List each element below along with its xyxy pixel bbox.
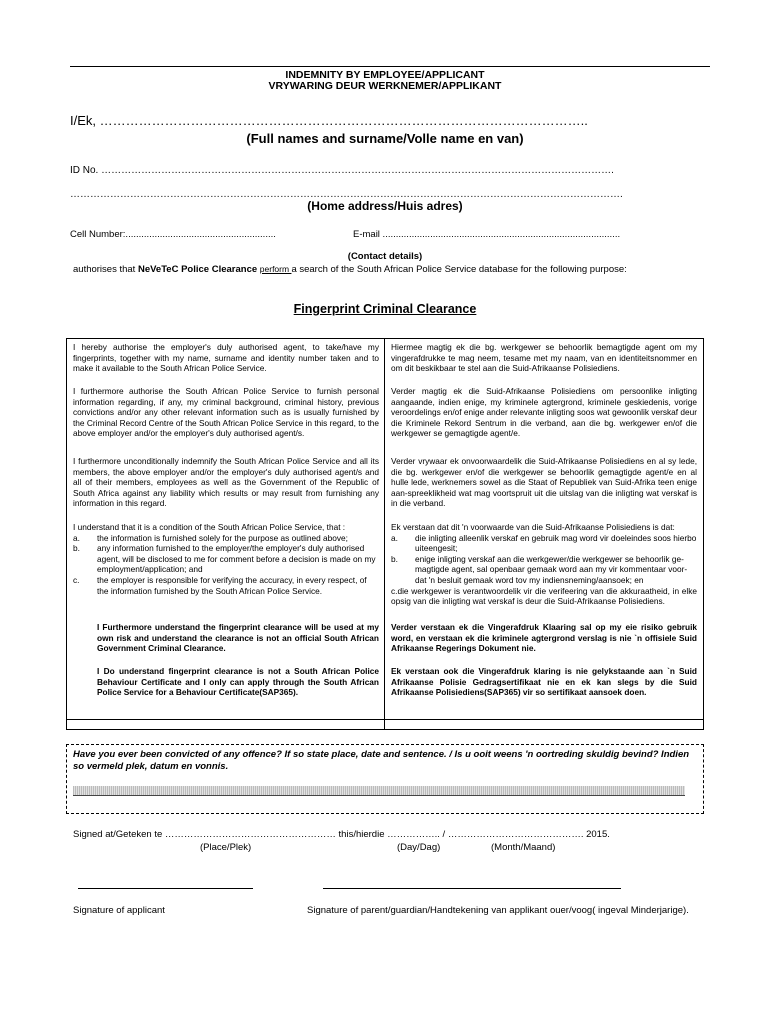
- full-name-field[interactable]: I/Ek, …………………………………………………………………………………………………..: [70, 113, 588, 128]
- table-column-divider: [384, 338, 385, 730]
- top-rule: [70, 66, 710, 67]
- en-paragraph-1: I hereby authorise the employer's duly authorised agent, to take/have my fingerprints, together with my name, surname and identity number taken and to make it available to the South African Police Service.: [73, 342, 379, 374]
- home-address-field[interactable]: ………………………………………………………………………………………………………………………………………………….: [70, 189, 623, 200]
- conviction-answer-field[interactable]: [73, 786, 685, 796]
- af-paragraph-6: Ek verstaan ook die Vingerafdruk klaring is nie gelykstaande aan `n Suid Afrikaanse Polisie Gedragsertifikaat nie en ek kan slegs by die Suid Afrikaanse Polisiediens(SAP365) vir so sertifikaat aansoek doen.: [391, 666, 697, 698]
- applicant-signature-line[interactable]: [78, 888, 253, 889]
- af-conditions-intro: Ek verstaan dat dit 'n voorwaarde van die Suid-Afrikaanse Polisiediens is dat:: [391, 522, 675, 532]
- document-title-af: VRYWARING DEUR WERKNEMER/APPLIKANT: [268, 80, 502, 92]
- en-paragraph-6: I Do understand fingerprint clearance is not a South African Police Behaviour Certificate and I only can apply through the South African Police Service for a Behaviour Certificate(SAP365).: [97, 666, 379, 698]
- perform-word: perform: [259, 264, 292, 274]
- signed-at-line[interactable]: Signed at/Geteken te ……………………………………………… this/hierdie …………….. / ……………………………………. 2015.: [73, 829, 610, 840]
- document-title-en: INDEMNITY BY EMPLOYEE/APPLICANT: [285, 69, 485, 81]
- parent-signature-label: Signature of parent/guardian/Handtekening van applikant ouer/voog( ingeval Minderjarige).: [307, 905, 689, 916]
- list-item: a. die inligting alleenlik verskaf en gebruik mag word vir doeleindes soos hierbo uiteengesit;: [391, 532, 697, 554]
- authorise-post: a search of the South African Police Service database for the following purpose:: [291, 264, 627, 275]
- full-names-label: (Full names and surname/Volle name en van): [246, 131, 524, 146]
- purpose-heading: Fingerprint Criminal Clearance: [293, 302, 477, 316]
- en-paragraph-3: I furthermore unconditionally indemnify the South African Police Service and all its members, the above employer and/or the employer's duly authorised agent/s and all of their members, employees as well as the Government of the Republic of South Africa against any liability which results or may result from furnishing any information in this regard.: [73, 456, 379, 509]
- conviction-question: Have you ever been convicted of any offence? If so state place, date and sentence. / Is u ooit weens 'n oortreding skuldig bevind? Indien so vermeld plek, datum en vonnis.: [73, 749, 690, 772]
- en-conditions: [73, 522, 379, 596]
- af-paragraph-1: Hiermee magtig ek die bg. werkgewer se behoorlik bemagtigde agent om my vingerafdrukke te mag neem, tesame met my naam, van en identiteitsnommer en om dit beskikbaar te stel aan die Suid-Afrikaanse Polisiediens.: [391, 342, 697, 374]
- home-address-label: (Home address/Huis adres): [307, 199, 463, 213]
- list-item: a. the information is furnished solely for the purpose as outlined above;: [73, 532, 348, 543]
- en-paragraph-5: I Furthermore understand the fingerprint clearance will be used at my own risk and understand the clearance is not an official South African Government Criminal Clearance.: [97, 622, 379, 654]
- contact-details-label: (Contact details): [347, 251, 423, 262]
- af-paragraph-2: Verder magtig ek die Suid-Afrikaanse Polisiediens om persoonlike inligting aangaande, indien enige, my kriminele agtergrond, kriminele geskiedenis, vorige veroordelings en/of enige ander relevante inligting soos wat gewoonlik verskaf deur die Kriminele Rekord Sentrum in die verband, aan die bg. werkgewer en/of die werkgewer se gemagtigde agent/e.: [391, 386, 697, 439]
- af-paragraph-3: Verder vrywaar ek onvoorwaardelik die Suid-Afrikaanse Polisiediens en al sy lede, die bg. werkgewer en/of die werkgewer se behoorlik gemagtigde agent/e en al hulle lede, werknemers sowel as die Staat of Republiek van Suid-Afrika teen enige aan-spreeklikheid wat mag voortspruit uit die uitslag van die inligting wat verskaf is in die verband.: [391, 456, 697, 509]
- authorisation-statement: [73, 264, 627, 275]
- cell-number-field[interactable]: Cell Number:.........................................................: [70, 229, 276, 240]
- day-label: (Day/Dag): [397, 842, 441, 853]
- table-bottom-row-divider: [66, 719, 704, 720]
- parent-signature-line[interactable]: [323, 888, 621, 889]
- en-paragraph-2: I furthermore authorise the South African Police Service to furnish personal information regarding, if any, my criminal background, criminal history, previous convictions and/or any other relevant information such as is usually furnished by the Criminal Record Centre of the South African Police Service in this regard, to the above employer and/or the employer's duly authorised agent/s.: [73, 386, 379, 439]
- list-item: b. enige inligting verskaf aan die werkgewer/die werkgewer se behoorlik ge-magtigde agent, sal openbaar gemaak word aan my vir kommentaar voor-dat 'n besluit gemaak word tov my indiensneming/aansoek; en: [391, 553, 688, 585]
- authorise-pre: authorises that: [73, 264, 138, 275]
- list-item: c.die werkgewer is verantwoordelik vir die verifeering van die akkuraatheid, in elke opsig van die inligting wat verskaf is deur die Suid-Afrikaanse Polisiediens.: [391, 585, 697, 607]
- company-name: NeVeTeC Police Clearance: [137, 264, 258, 275]
- place-label: (Place/Plek): [200, 842, 252, 853]
- af-paragraph-5: Verder verstaan ek die Vingerafdruk Klaaring sal op my eie risiko gebruik word, en verstaan ek die kriminele agtergrond verslag is nie `n offisiele Suid Afrikaanse Regerings Dokument nie.: [391, 622, 697, 654]
- applicant-signature-label: Signature of applicant: [73, 905, 165, 916]
- id-number-field[interactable]: ID No. ……………………………………………………………………………………………………………………………………….: [70, 165, 614, 176]
- list-item: b. any information furnished to the employer/the employer's duly authorised agent, will be disclosed to me for comment before a decision is made on my employment/application; and: [73, 543, 376, 575]
- email-field[interactable]: E-mail ..........................................................................................: [353, 229, 621, 240]
- af-conditions: [391, 522, 697, 607]
- list-item: c. the employer is responsible for verifying the accuracy, in every respect, of the information furnished by the South African Police Service.: [73, 574, 367, 596]
- en-conditions-intro: I understand that it is a condition of the South African Police Service, that :: [73, 522, 346, 532]
- month-label: (Month/Maand): [491, 842, 556, 853]
